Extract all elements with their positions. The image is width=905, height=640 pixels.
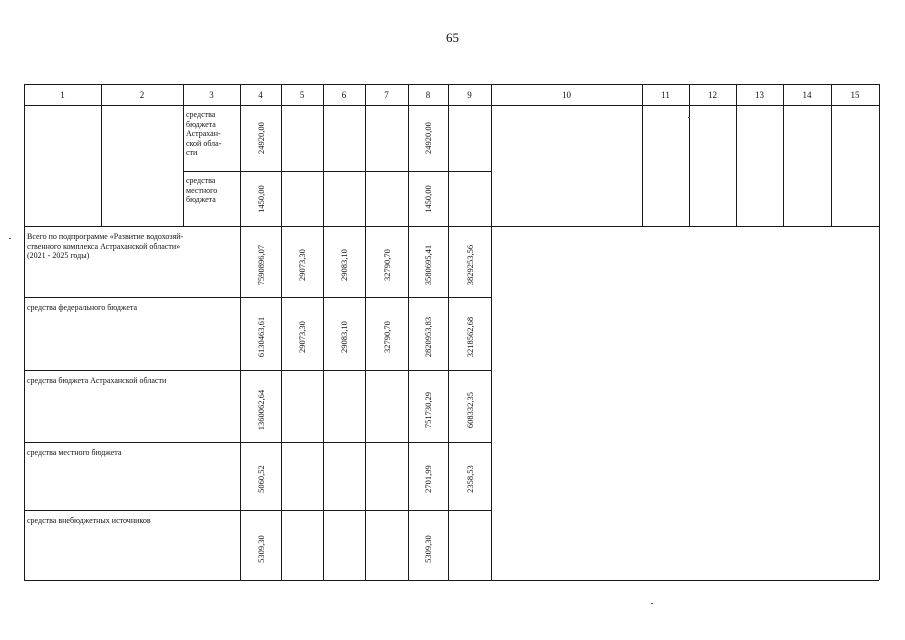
column-header: 11 <box>661 90 670 100</box>
amount-value: 1360062,64 <box>255 389 266 430</box>
amount-value: 29073,30 <box>297 249 307 281</box>
column-header: 6 <box>341 90 347 100</box>
row-label: средства бюджета Астраханской области <box>27 376 167 385</box>
table-side-border <box>24 84 25 580</box>
amount-value: 5309,30 <box>255 534 266 563</box>
column-divider <box>736 84 737 226</box>
column-header: 7 <box>384 90 389 100</box>
amount-value: 6130463,61 <box>255 316 266 358</box>
column-divider <box>408 84 409 580</box>
column-header: 1 <box>60 90 65 100</box>
amount-value: 7590896,07 <box>255 244 266 286</box>
row-label: средства местного бюджета <box>27 448 122 457</box>
column-divider <box>448 84 449 580</box>
row-label: Всего по подпрограмме «Развитие водохозяй- ственного комплекса Астраханской области» (2021 - 2025 годы) <box>27 232 184 260</box>
total-row-divider <box>24 442 491 443</box>
column-divider <box>642 84 643 226</box>
column-divider <box>101 84 102 226</box>
amount-value: 3580695,41 <box>423 244 433 286</box>
column-header: 13 <box>755 90 764 100</box>
amount-value: 2701,99 <box>423 465 433 494</box>
row-label: средства федерального бюджета <box>27 303 138 312</box>
column-header: 15 <box>850 90 860 100</box>
amount-value: 29073,30 <box>297 321 307 354</box>
amount-value: 29083,10 <box>339 321 349 354</box>
column-header: 10 <box>562 90 571 100</box>
column-header: 8 <box>425 90 431 100</box>
column-divider <box>240 84 241 580</box>
page-number: 65 <box>446 30 459 45</box>
funding-source-label: средства бюджета Астрахан- ской обла- сти <box>186 110 222 157</box>
amount-value: 3218562,68 <box>464 316 475 358</box>
table-side-border <box>879 84 880 580</box>
amount-value: 608332,35 <box>464 391 475 428</box>
column-header: 14 <box>802 90 812 100</box>
amount-value: 2820953,83 <box>423 316 433 358</box>
table-top-border <box>24 84 879 85</box>
scan-speck <box>688 117 690 118</box>
column-divider <box>281 84 282 580</box>
total-row-divider <box>24 297 491 298</box>
column-header: 12 <box>708 90 717 100</box>
column-divider <box>365 84 366 580</box>
row-label: средства внебюджетных источников <box>27 516 151 525</box>
total-section-top-border <box>24 226 879 227</box>
column-divider <box>689 84 690 226</box>
amount-value: 3829253,56 <box>464 244 475 286</box>
amount-value: 5060,52 <box>255 465 266 494</box>
column-header: 5 <box>299 90 305 100</box>
column-divider <box>783 84 784 226</box>
total-row-divider <box>24 510 491 511</box>
column-header: 3 <box>209 90 214 100</box>
total-row-divider <box>24 370 491 371</box>
amount-value: 2358,53 <box>464 465 475 494</box>
amount-value: 24920,00 <box>255 122 266 154</box>
amount-value: 751730,29 <box>423 391 433 428</box>
column-header: 2 <box>139 90 145 100</box>
scan-speck <box>651 603 653 604</box>
amount-value: 32790,70 <box>381 249 392 281</box>
header-bottom-border <box>24 105 879 106</box>
amount-value: 1450,00 <box>255 184 266 213</box>
funding-source-label: средства местного бюджета <box>186 176 218 204</box>
table-bottom-border <box>24 580 879 581</box>
amount-value: 5309,30 <box>423 534 433 563</box>
amount-value: 1450,00 <box>423 184 433 213</box>
column-divider <box>183 84 184 226</box>
amount-value: 29083,10 <box>339 249 349 281</box>
column-divider <box>831 84 832 226</box>
column-header: 4 <box>258 90 263 100</box>
column-divider <box>323 84 324 580</box>
amount-value: 32790,70 <box>381 321 392 354</box>
scan-speck <box>9 238 11 239</box>
amount-value: 24920,00 <box>423 122 433 154</box>
column-header: 9 <box>467 90 472 100</box>
column-divider <box>491 84 492 580</box>
sub-row-divider <box>183 171 491 172</box>
